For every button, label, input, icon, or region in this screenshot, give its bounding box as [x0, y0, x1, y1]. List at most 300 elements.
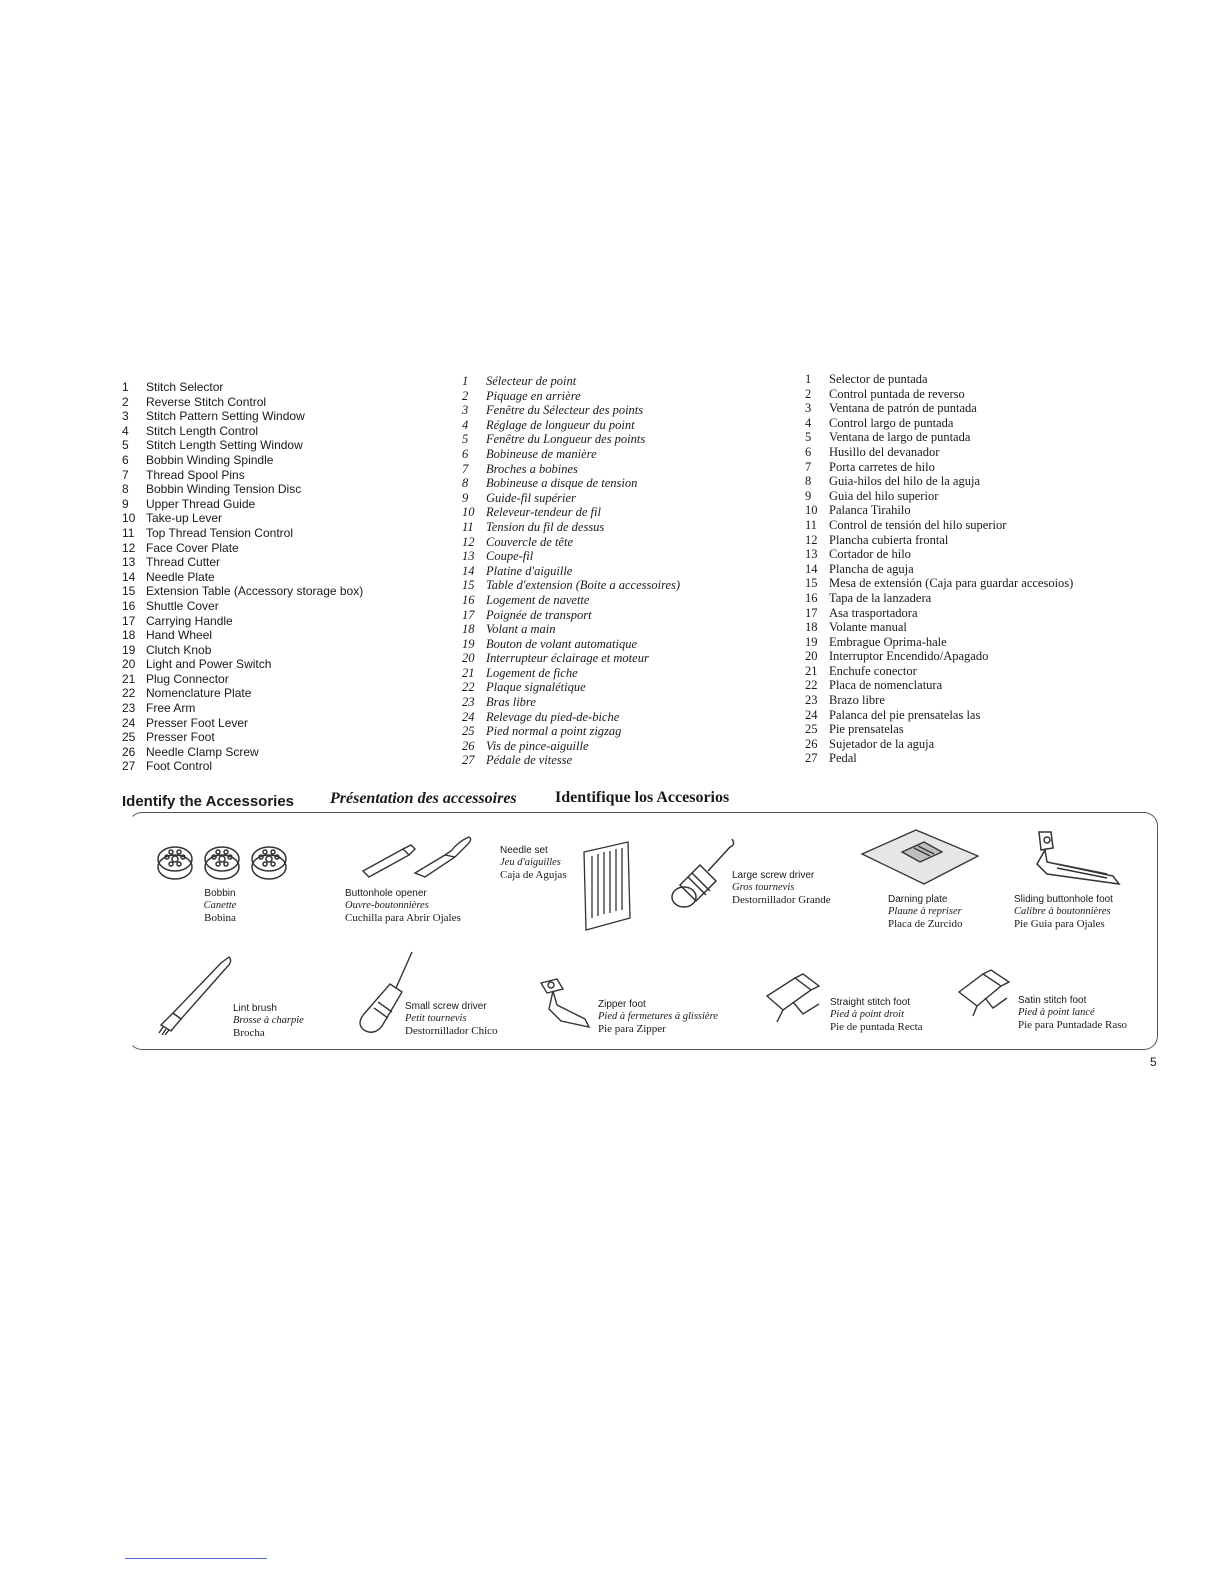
accessories-heading-spanish: Identifique los Accesorios: [555, 789, 730, 806]
accessory-darning-plate: [858, 828, 998, 938]
parts-list-item: [462, 680, 680, 695]
parts-list-item: [805, 635, 1073, 650]
buttonhole-opener-label-fr: Ouvre-boutonnières: [345, 900, 429, 911]
parts-list-item: [462, 447, 680, 462]
part-number: 15: [805, 576, 818, 591]
part-number: 16: [462, 592, 475, 607]
part-number: 9: [462, 490, 469, 505]
zipper-foot-icon: [535, 975, 595, 1031]
part-label: Plancha de aguja: [829, 561, 914, 576]
lint-brush-icon: [155, 955, 235, 1035]
parts-list-item: [122, 584, 363, 599]
straight-stitch-foot-label-en: Straight stitch foot: [830, 997, 911, 1008]
zipper-foot-label-es: Pie para Zipper: [598, 1023, 666, 1035]
parts-list-item: [122, 657, 363, 672]
part-number: 14: [122, 569, 136, 584]
part-label: Ventana de largo de puntada: [829, 430, 971, 445]
part-label: Stitch Pattern Setting Window: [146, 409, 305, 424]
large-screwdriver-label-es: Destornillador Grande: [732, 894, 831, 906]
part-label: Bobineuse de manière: [486, 446, 597, 461]
part-number: 4: [122, 423, 129, 438]
parts-list-item: [122, 497, 363, 512]
footer-rule: [125, 1558, 267, 1559]
part-label: Platine d'aiguille: [486, 563, 573, 578]
part-label: Selector de puntada: [829, 372, 928, 386]
part-label: Shuttle Cover: [146, 598, 219, 613]
straight-stitch-foot-label-fr: Pied à point droit: [830, 1009, 904, 1020]
part-label: Guide-fil supérier: [486, 490, 576, 505]
part-label: Light and Power Switch: [146, 657, 272, 672]
part-number: 5: [122, 438, 129, 453]
parts-list-item: [122, 570, 363, 585]
sliding-buttonhole-foot-label-en: Sliding buttonhole foot: [1014, 894, 1113, 905]
part-number: 3: [122, 409, 129, 424]
part-number: 24: [122, 715, 136, 730]
part-number: 23: [122, 701, 136, 716]
parts-list-item: [122, 614, 363, 629]
parts-list-item: [122, 555, 363, 570]
part-number: 13: [462, 549, 475, 564]
part-label: Releveur-tendeur de fil: [486, 505, 601, 520]
parts-list-item: [462, 505, 680, 520]
part-number: 8: [122, 482, 129, 497]
sliding-buttonhole-foot-label-es: Pie Guia para Ojales: [1014, 918, 1105, 930]
part-label: Bouton de volant automatique: [486, 636, 638, 651]
darning-plate-icon: [858, 828, 983, 888]
part-number: 19: [462, 636, 475, 651]
part-number: 2: [805, 386, 812, 401]
part-number: 26: [122, 744, 136, 759]
bobbin-label-en: Bobbin: [204, 888, 236, 899]
part-number: 18: [805, 620, 818, 635]
parts-list-item: [462, 535, 680, 550]
part-label: Logement de fiche: [486, 665, 578, 680]
part-number: 8: [805, 474, 812, 489]
part-label: Cortador de hilo: [829, 547, 911, 562]
buttonhole-opener-icon: [355, 833, 480, 883]
part-number: 4: [462, 417, 469, 432]
darning-plate-label-en: Darning plate: [888, 894, 948, 905]
part-number: 20: [805, 649, 818, 664]
parts-list-item: [462, 739, 680, 754]
lint-brush-label-es: Brocha: [233, 1027, 265, 1039]
part-label: Stitch Length Control: [146, 423, 259, 438]
satin-stitch-foot-icon: [955, 968, 1015, 1020]
part-number: 19: [805, 634, 818, 649]
small-screwdriver-label-fr: Petit tournevis: [405, 1013, 467, 1024]
parts-list-item: [462, 389, 680, 404]
parts-list-item: [805, 547, 1073, 562]
parts-list-item: [122, 424, 363, 439]
part-number: 12: [462, 534, 475, 549]
small-screwdriver-label-es: Destornillador Chico: [405, 1025, 498, 1037]
part-label: Control de tensión del hilo superior: [829, 517, 1007, 532]
part-number: 22: [462, 680, 475, 695]
parts-list-item: [462, 578, 680, 593]
part-label: Pie prensatelas: [829, 722, 904, 737]
parts-list-item: [805, 372, 1073, 387]
part-label: Take-up Lever: [146, 511, 223, 526]
part-number: 7: [805, 459, 812, 474]
part-label: Pied normal a point zigzag: [486, 724, 622, 739]
accessories-heading-french: Présentation des accessoires: [330, 790, 517, 807]
parts-list-item: [462, 418, 680, 433]
parts-list-item: [805, 664, 1073, 679]
part-number: 1: [122, 380, 129, 394]
part-label: Pédale de vitesse: [486, 753, 573, 768]
needle-set-label-fr: Jeu d'aiguilles: [500, 857, 561, 868]
part-label: Extension Table (Accessory storage box): [146, 584, 364, 599]
darning-plate-label-es: Placa de Zurcido: [888, 918, 963, 930]
parts-list-item: [122, 395, 363, 410]
parts-list-item: [122, 453, 363, 468]
part-number: 8: [462, 476, 469, 491]
parts-list-item: [805, 722, 1073, 737]
part-number: 24: [805, 707, 818, 722]
zipper-foot-label-en: Zipper foot: [598, 999, 646, 1010]
part-label: Stitch Length Setting Window: [146, 438, 303, 453]
accessory-sliding-buttonhole-foot: [1012, 828, 1152, 938]
part-label: Guia-hilos del hilo de la aguja: [829, 474, 981, 489]
part-number: 11: [122, 525, 135, 540]
accessory-bobbin: [155, 843, 295, 933]
parts-list-item: [805, 649, 1073, 664]
part-label: Porta carretes de hilo: [829, 459, 935, 474]
part-label: Nomenclature Plate: [146, 686, 252, 701]
parts-list-item: [805, 576, 1073, 591]
parts-list-item: [805, 591, 1073, 606]
part-label: Placa de nomenclatura: [829, 678, 943, 693]
part-number: 24: [462, 709, 475, 724]
part-label: Palanca Tirahilo: [829, 503, 911, 518]
part-number: 17: [122, 613, 136, 628]
accessory-needle-set: [498, 838, 648, 938]
part-label: Top Thread Tension Control: [146, 525, 293, 540]
parts-list-item: [805, 693, 1073, 708]
straight-stitch-foot-label-es: Pie de puntada Recta: [830, 1021, 923, 1033]
part-label: Ventana de patrón de puntada: [829, 401, 977, 416]
part-label: Coupe-fil: [486, 549, 534, 564]
part-number: 25: [122, 730, 136, 745]
part-number: 2: [462, 388, 469, 403]
part-number: 27: [122, 759, 136, 774]
large-screwdriver-label-en: Large screw driver: [732, 870, 815, 881]
buttonhole-opener-label-es: Cuchilla para Abrir Ojales: [345, 912, 461, 924]
part-label: Brazo libre: [829, 693, 885, 708]
parts-list-item: [462, 651, 680, 666]
parts-list-item: [805, 460, 1073, 475]
part-number: 2: [122, 394, 129, 409]
parts-list-item: [805, 562, 1073, 577]
part-label: Hand Wheel: [146, 628, 213, 643]
part-number: 12: [122, 540, 136, 555]
part-label: Sélecteur de point: [486, 374, 577, 388]
accessory-zipper-foot: [535, 975, 755, 1045]
part-label: Volante manual: [829, 620, 907, 635]
accessory-large-screwdriver: [670, 835, 860, 915]
part-number: 26: [462, 738, 475, 753]
parts-list-item: [122, 730, 363, 745]
buttonhole-opener-label-en: Buttonhole opener: [345, 888, 427, 899]
part-number: 23: [805, 693, 818, 708]
parts-list-item: [122, 468, 363, 483]
parts-list-item: [122, 745, 363, 760]
accessory-straight-stitch-foot: [763, 970, 953, 1045]
sliding-buttonhole-foot-label-fr: Calibre à boutonnières: [1014, 906, 1111, 917]
parts-list-item: [462, 520, 680, 535]
parts-list-item: [805, 387, 1073, 402]
accessories-heading-english: Identify the Accessories: [122, 793, 295, 810]
part-label: Enchufe conector: [829, 663, 917, 678]
needle-set-label-en: Needle set: [500, 845, 548, 856]
part-number: 6: [462, 446, 469, 461]
accessory-lint-brush: [155, 955, 305, 1045]
part-number: 19: [122, 642, 136, 657]
lint-brush-label-en: Lint brush: [233, 1003, 277, 1014]
part-label: Presser Foot: [146, 730, 215, 745]
part-label: Clutch Knob: [146, 642, 212, 657]
part-number: 18: [122, 628, 136, 643]
part-number: 10: [462, 505, 475, 520]
parts-list-item: [122, 628, 363, 643]
parts-list-item: [122, 409, 363, 424]
parts-list-french: [462, 374, 680, 768]
part-label: Fenêtre du Sélecteur des points: [486, 403, 644, 418]
parts-list-item: [805, 474, 1073, 489]
sliding-buttonhole-foot-icon: [1027, 828, 1127, 890]
parts-list-item: [805, 620, 1073, 635]
part-label: Needle Clamp Screw: [146, 744, 259, 759]
part-number: 17: [462, 607, 475, 622]
part-number: 6: [805, 444, 812, 459]
parts-list-item: [462, 462, 680, 477]
part-number: 6: [122, 452, 129, 467]
part-label: Needle Plate: [146, 569, 215, 584]
bobbin-label-es: Bobina: [204, 912, 236, 924]
parts-list-item: [462, 695, 680, 710]
part-label: Plug Connector: [146, 671, 229, 686]
page-number: 5: [1150, 1055, 1157, 1069]
parts-list-item: [462, 710, 680, 725]
bobbin-label-fr: Canette: [203, 900, 237, 911]
darning-plate-label-fr: Plaune à repriser: [888, 906, 962, 917]
part-label: Pedal: [829, 751, 857, 766]
part-number: 18: [462, 622, 475, 637]
part-number: 4: [805, 415, 812, 430]
part-label: Control puntada de reverso: [829, 386, 965, 401]
part-label: Thread Cutter: [146, 555, 221, 570]
straight-stitch-foot-icon: [763, 970, 828, 1026]
part-label: Presser Foot Lever: [146, 715, 249, 730]
part-number: 15: [462, 578, 475, 593]
part-label: Palanca del pie prensatelas las: [829, 707, 981, 722]
part-number: 17: [805, 605, 818, 620]
part-number: 16: [122, 598, 136, 613]
part-number: 23: [462, 695, 475, 710]
parts-list-english: [122, 380, 363, 774]
large-screwdriver-icon: [670, 835, 740, 915]
accessory-satin-stitch-foot: [955, 968, 1145, 1043]
part-label: Control largo de puntada: [829, 415, 954, 430]
part-number: 20: [122, 657, 136, 672]
parts-list-item: [805, 416, 1073, 431]
part-number: 16: [805, 590, 818, 605]
parts-list-item: [122, 686, 363, 701]
parts-list-item: [462, 476, 680, 491]
parts-list-item: [122, 438, 363, 453]
parts-list-item: [805, 518, 1073, 533]
part-label: Relevage du pied-de-biche: [486, 709, 620, 724]
parts-list-item: [462, 491, 680, 506]
needle-set-icon: [578, 838, 638, 933]
parts-list-item: [122, 511, 363, 526]
part-label: Interrupteur éclairage et moteur: [486, 651, 649, 666]
parts-list-item: [122, 672, 363, 687]
part-number: 11: [462, 519, 474, 534]
part-number: 14: [462, 563, 475, 578]
part-number: 5: [805, 430, 812, 445]
lint-brush-label-fr: Brosse à charpie: [233, 1015, 304, 1026]
parts-list-item: [122, 541, 363, 556]
zipper-foot-label-fr: Pied à fermetures à glissière: [598, 1011, 718, 1022]
parts-list-item: [462, 637, 680, 652]
part-number: 10: [805, 503, 818, 518]
part-label: Plancha cubierta frontal: [829, 532, 949, 547]
part-label: Tension du fil de dessus: [486, 519, 605, 534]
part-label: Fenêtre du Longueur des points: [486, 432, 646, 447]
small-screwdriver-label-en: Small screw driver: [405, 1001, 487, 1012]
part-number: 1: [805, 372, 812, 386]
part-number: 9: [805, 488, 812, 503]
part-label: Broches a bobines: [486, 461, 578, 476]
parts-list-item: [805, 430, 1073, 445]
parts-list-item: [122, 701, 363, 716]
part-label: Table d'extension (Boite a accessoires): [486, 578, 681, 593]
part-number: 7: [462, 461, 469, 476]
parts-list-item: [122, 643, 363, 658]
part-label: Tapa de la lanzadera: [829, 590, 932, 605]
part-number: 11: [805, 517, 818, 532]
part-number: 5: [462, 432, 469, 447]
part-label: Guia del hilo superior: [829, 488, 939, 503]
part-label: Interruptor Encendido/Apagado: [829, 649, 989, 664]
parts-list-item: [805, 708, 1073, 723]
part-number: 9: [122, 496, 129, 511]
part-label: Mesa de extensión (Caja para guardar accesoios): [829, 576, 1074, 591]
part-number: 14: [805, 561, 818, 576]
part-label: Foot Control: [146, 759, 213, 774]
part-number: 21: [805, 663, 818, 678]
parts-list-item: [122, 759, 363, 774]
part-label: Face Cover Plate: [146, 540, 239, 555]
part-number: 20: [462, 651, 475, 666]
part-label: Poignée de transport: [486, 607, 592, 622]
part-label: Couvercle de tête: [486, 534, 573, 549]
part-number: 25: [805, 722, 818, 737]
accessory-buttonhole-opener: [345, 833, 485, 933]
parts-list-item: [805, 737, 1073, 752]
part-label: Sujetador de la aguja: [829, 736, 935, 751]
parts-list-spanish: [805, 372, 1073, 766]
parts-list-item: [805, 606, 1073, 621]
part-number: 22: [122, 686, 136, 701]
part-label: Volant a main: [486, 622, 556, 637]
part-label: Husillo del devanador: [829, 444, 940, 459]
parts-list-item: [805, 445, 1073, 460]
parts-list-item: [462, 564, 680, 579]
parts-list-item: [805, 503, 1073, 518]
part-label: Bobbin Winding Spindle: [146, 452, 274, 467]
parts-list-item: [122, 380, 363, 395]
part-label: Vis de pince-aiguille: [486, 738, 589, 753]
part-label: Asa trasportadora: [829, 605, 918, 620]
part-number: 12: [805, 532, 818, 547]
part-number: 3: [805, 401, 812, 416]
part-number: 7: [122, 467, 129, 482]
part-number: 27: [805, 751, 818, 766]
part-number: 3: [462, 403, 469, 418]
parts-list-item: [122, 716, 363, 731]
parts-list-item: [462, 549, 680, 564]
parts-list-item: [805, 489, 1073, 504]
part-number: 21: [122, 671, 136, 686]
part-label: Piquage en arrière: [486, 388, 581, 403]
bobbin-icon: [155, 843, 295, 887]
parts-list-item: [462, 666, 680, 681]
part-label: Réglage de longueur du point: [486, 417, 635, 432]
satin-stitch-foot-label-es: Pie para Puntadade Raso: [1018, 1019, 1128, 1031]
accessory-small-screwdriver: [350, 948, 520, 1043]
part-number: 25: [462, 724, 475, 739]
parts-list-item: [462, 622, 680, 637]
parts-list-item: [122, 599, 363, 614]
parts-list-item: [805, 678, 1073, 693]
part-label: Plaque signalétique: [486, 680, 586, 695]
parts-list-item: [462, 724, 680, 739]
satin-stitch-foot-label-en: Satin stitch foot: [1018, 995, 1087, 1006]
part-label: Free Arm: [146, 701, 196, 716]
parts-list-item: [462, 593, 680, 608]
parts-list-item: [462, 403, 680, 418]
part-number: 1: [462, 374, 469, 388]
part-number: 13: [805, 547, 818, 562]
part-number: 13: [122, 555, 136, 570]
part-number: 10: [122, 511, 136, 526]
parts-list-item: [462, 753, 680, 768]
part-label: Embrague Oprima-hale: [829, 634, 947, 649]
part-label: Stitch Selector: [146, 380, 224, 394]
satin-stitch-foot-label-fr: Pied à point lancé: [1018, 1007, 1095, 1018]
parts-list-item: [462, 608, 680, 623]
needle-set-label-es: Caja de Agujas: [500, 869, 567, 881]
part-number: 22: [805, 678, 818, 693]
part-number: 26: [805, 736, 818, 751]
part-label: Carrying Handle: [146, 613, 233, 628]
part-number: 15: [122, 584, 136, 599]
parts-list-item: [805, 533, 1073, 548]
parts-list-item: [805, 401, 1073, 416]
parts-list-item: [805, 751, 1073, 766]
parts-list-item: [462, 432, 680, 447]
parts-list-item: [462, 374, 680, 389]
part-label: Bobineuse a disque de tension: [486, 476, 638, 491]
part-label: Bobbin Winding Tension Disc: [146, 482, 302, 497]
part-label: Bras libre: [486, 695, 536, 710]
part-number: 21: [462, 665, 475, 680]
part-label: Upper Thread Guide: [146, 496, 256, 511]
part-label: Reverse Stitch Control: [146, 394, 267, 409]
part-label: Logement de navette: [486, 592, 590, 607]
